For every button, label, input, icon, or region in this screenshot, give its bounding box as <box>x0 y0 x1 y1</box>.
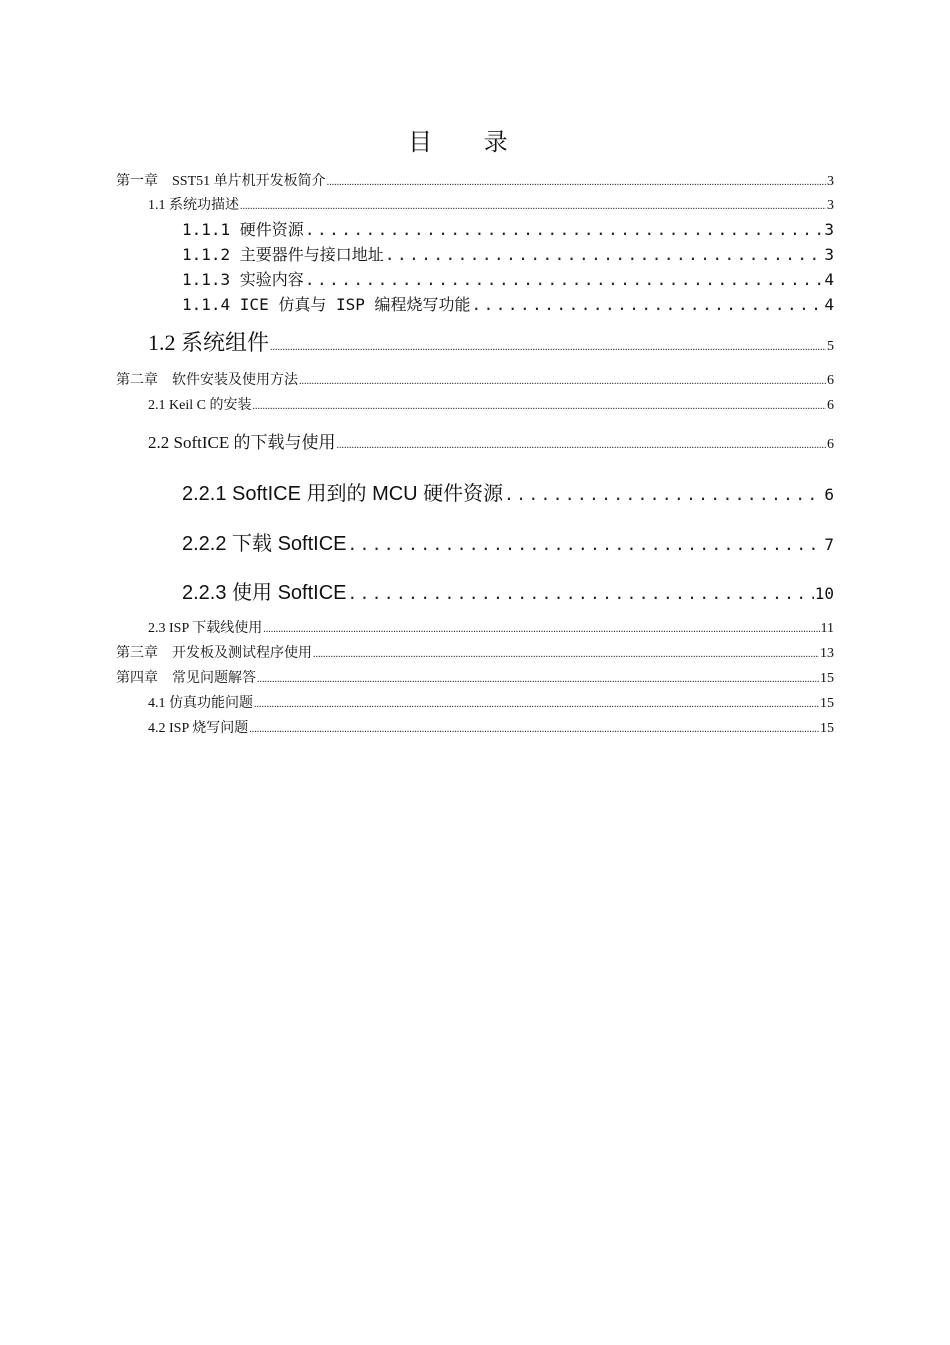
toc-entry-page: 15 <box>820 696 834 711</box>
toc-entry-page: 11 <box>820 621 834 636</box>
toc-entry-4-2[interactable] <box>148 717 834 737</box>
toc-entry-page: 13 <box>820 646 834 661</box>
toc-entry-2-2-2[interactable] <box>182 527 834 556</box>
dot-leader <box>305 270 824 289</box>
dot-leader <box>305 220 824 239</box>
toc-entry-page: 6 <box>827 398 834 413</box>
toc-entry-1-1[interactable] <box>148 194 834 214</box>
toc-entry-2-2[interactable] <box>148 428 834 453</box>
toc-entry-label: 第二章 软件安装及使用方法 <box>116 373 298 388</box>
toc-entry-2-1[interactable] <box>148 394 834 414</box>
toc-entry-page: 5 <box>827 339 834 354</box>
toc-entry-chapter-4[interactable] <box>116 667 834 687</box>
toc-entry-label: 1.1.4 ICE 仿真与 ISP 编程烧写功能 <box>182 295 471 314</box>
toc-entry-label: 2.3 ISP 下载线使用 <box>148 621 263 636</box>
toc-entry-page: 6 <box>827 437 834 452</box>
toc-entry-page: 10 <box>814 584 834 603</box>
toc-entry-label: 1.1.2 主要器件与接口地址 <box>182 245 384 264</box>
dot-leader <box>504 485 823 504</box>
toc-entry-page: 7 <box>824 535 834 554</box>
toc-entry-label: 4.1 仿真功能问题 <box>148 696 253 711</box>
toc-entry-4-1[interactable] <box>148 692 834 712</box>
toc-entry-page: 6 <box>827 373 834 388</box>
dot-leader <box>240 201 826 212</box>
toc-entry-page: 3 <box>824 220 834 239</box>
toc-entry-page: 3 <box>827 198 834 213</box>
dot-leader <box>472 295 824 314</box>
toc-entry-label: 2.2.2 下载 SoftICE <box>182 533 347 555</box>
toc-entry-chapter-2[interactable] <box>116 369 834 389</box>
dot-leader <box>257 674 819 685</box>
dot-leader <box>299 376 826 387</box>
toc-entry-chapter-1[interactable] <box>116 170 834 190</box>
toc-entry-2-2-3[interactable] <box>182 576 834 605</box>
toc-entry-label: 第一章 SST51 单片机开发板简介 <box>116 174 326 189</box>
dot-leader <box>327 177 826 188</box>
toc-entry-page: 3 <box>824 245 834 264</box>
dot-leader <box>348 584 814 603</box>
toc-entry-1-2[interactable] <box>148 326 834 357</box>
toc-entry-label: 第四章 常见问题解答 <box>116 671 256 686</box>
toc-entry-label: 2.1 Keil C 的安装 <box>148 398 252 413</box>
dot-leader <box>252 401 826 412</box>
toc-entry-1-1-2[interactable] <box>182 242 834 265</box>
toc-entry-label: 1.2 系统组件 <box>148 330 270 355</box>
toc-entry-label: 第三章 开发板及测试程序使用 <box>116 646 312 661</box>
toc-entry-page: 15 <box>820 671 834 686</box>
toc-entry-1-1-1[interactable] <box>182 217 834 240</box>
toc-entry-chapter-3[interactable] <box>116 642 834 662</box>
toc-entry-2-3[interactable] <box>148 617 834 637</box>
toc-entry-1-1-3[interactable] <box>182 267 834 290</box>
dot-leader <box>313 649 819 660</box>
toc-entry-label: 2.2 SoftICE 的下载与使用 <box>148 433 336 452</box>
toc-entry-1-1-4[interactable] <box>182 292 834 315</box>
toc-entry-label: 2.2.3 使用 SoftICE <box>182 582 347 604</box>
toc-entry-page: 4 <box>824 270 834 289</box>
toc-entry-label: 1.1.1 硬件资源 <box>182 220 304 239</box>
toc-entry-page: 6 <box>824 485 834 504</box>
toc-entry-label: 1.1 系统功描述 <box>148 198 239 213</box>
toc-entry-page: 15 <box>820 721 834 736</box>
toc-entry-page: 3 <box>827 174 834 189</box>
toc-entry-label: 2.2.1 SoftICE 用到的 MCU 硬件资源 <box>182 483 504 505</box>
toc-entry-label: 1.1.3 实验内容 <box>182 270 304 289</box>
toc-entry-label: 4.2 ISP 烧写问题 <box>148 721 249 736</box>
dot-leader <box>336 440 826 451</box>
page-title: 目 录 <box>408 128 530 156</box>
toc-entry-page: 4 <box>824 295 834 314</box>
dot-leader <box>249 724 819 735</box>
toc-entry-2-2-1[interactable] <box>182 477 834 506</box>
dot-leader <box>270 342 826 353</box>
dot-leader <box>348 535 824 554</box>
dot-leader <box>385 245 824 264</box>
dot-leader <box>263 624 819 635</box>
dot-leader <box>254 699 819 710</box>
